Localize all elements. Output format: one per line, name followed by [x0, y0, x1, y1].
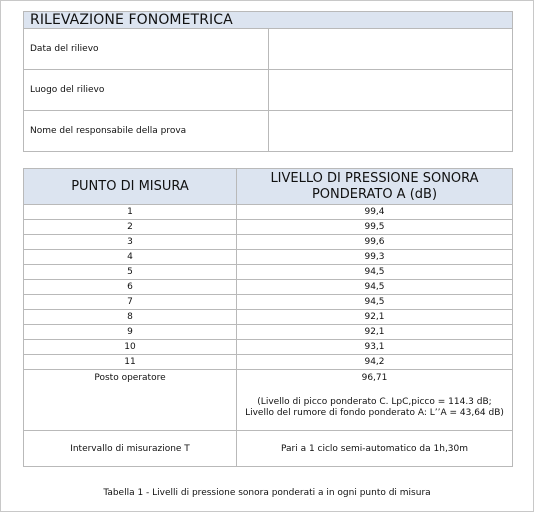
level-cell: 99,5 [237, 220, 513, 235]
interval-label: Intervallo di misurazione T [24, 431, 237, 467]
survey-title: RILEVAZIONE FONOMETRICA [24, 12, 513, 29]
operator-row [24, 370, 513, 431]
table-caption: Tabella 1 - Livelli di pressione sonora ponderati a in ogni punto di misura [103, 488, 431, 498]
table-row [24, 220, 513, 235]
table-row [24, 355, 513, 370]
operator-note-line1: (Livello di picco ponderato C. LpC,picco = 114.3 dB; [257, 397, 492, 407]
table-row [24, 235, 513, 250]
point-cell: 4 [24, 250, 237, 265]
table-row [24, 340, 513, 355]
measurements-table [23, 168, 513, 467]
interval-value: Pari a 1 ciclo semi-automatico da 1h,30m [237, 431, 513, 467]
table-row [24, 205, 513, 220]
place-value-field[interactable] [268, 70, 513, 111]
header-point: PUNTO DI MISURA [24, 169, 237, 205]
level-cell: 92,1 [237, 310, 513, 325]
point-cell: 1 [24, 205, 237, 220]
place-label: Luogo del rilievo [24, 70, 269, 111]
level-cell: 99,6 [237, 235, 513, 250]
point-cell: 8 [24, 310, 237, 325]
point-cell: 10 [24, 340, 237, 355]
level-cell: 99,4 [237, 205, 513, 220]
date-value-field[interactable] [268, 29, 513, 70]
point-cell: 7 [24, 295, 237, 310]
table-row [24, 250, 513, 265]
point-cell: 9 [24, 325, 237, 340]
point-cell: 11 [24, 355, 237, 370]
operator-note [237, 397, 512, 419]
date-label: Data del rilievo [24, 29, 269, 70]
header-level [237, 169, 513, 205]
point-cell: 5 [24, 265, 237, 280]
responsible-value-field[interactable] [268, 111, 513, 152]
point-cell: 6 [24, 280, 237, 295]
level-cell: 94,5 [237, 280, 513, 295]
point-cell: 3 [24, 235, 237, 250]
table-row [24, 280, 513, 295]
responsible-label: Nome del responsabile della prova [24, 111, 269, 152]
header-level-line2: PONDERATO A (dB) [311, 186, 438, 202]
table-row [24, 325, 513, 340]
operator-cell [237, 370, 513, 431]
point-cell: 2 [24, 220, 237, 235]
level-cell: 94,2 [237, 355, 513, 370]
table-row [24, 310, 513, 325]
level-cell: 99,3 [237, 250, 513, 265]
table-row [24, 265, 513, 280]
operator-note-line2: Livello del rumore di fondo ponderato A: L’’A = 43,64 dB) [245, 408, 504, 418]
survey-info-table [23, 11, 513, 152]
header-level-line1: LIVELLO DI PRESSIONE SONORA [270, 170, 479, 186]
operator-value: 96,71 [361, 373, 388, 383]
operator-label: Posto operatore [24, 370, 237, 431]
interval-row [24, 431, 513, 467]
table-row [24, 295, 513, 310]
level-cell: 94,5 [237, 265, 513, 280]
level-cell: 93,1 [237, 340, 513, 355]
level-cell: 92,1 [237, 325, 513, 340]
level-cell: 94,5 [237, 295, 513, 310]
